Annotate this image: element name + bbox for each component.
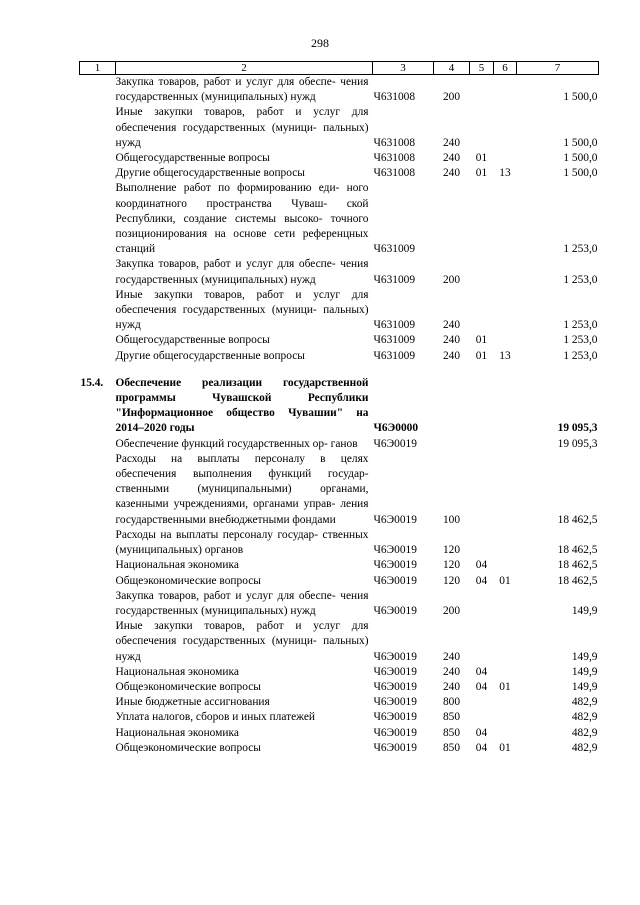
- row-name: Иные закупки товаров, работ и услуг для обеспечения государственных (муници- пальных) нужд: [115, 106, 369, 149]
- row-amount: 1 253,0: [563, 273, 598, 286]
- row-number: [80, 75, 116, 106]
- row-number: [80, 741, 116, 756]
- row-number: [80, 349, 116, 364]
- row-section: 01: [475, 349, 488, 362]
- row-expense-type: 240: [442, 349, 461, 362]
- row-name: Иные закупки товаров, работ и услуг для обеспечения государственных (муници- пальных) нужд: [115, 620, 369, 663]
- row-name: Обеспечение функций государственных ор- ганов: [115, 437, 358, 450]
- table-row: [80, 619, 599, 665]
- row-subsection: [494, 619, 517, 665]
- row-number: [80, 257, 116, 287]
- row-name: Другие общегосударственные вопросы: [115, 349, 305, 362]
- table-row: [80, 665, 599, 680]
- row-section: [470, 619, 494, 665]
- table-row: [80, 349, 599, 364]
- table-row: [80, 105, 599, 151]
- row-subsection: [494, 333, 517, 348]
- row-section: [470, 181, 494, 257]
- table-row: [80, 75, 599, 106]
- row-section: [470, 437, 494, 452]
- row-section: [470, 710, 494, 725]
- row-expense-type: 120: [442, 544, 461, 557]
- row-subsection: [494, 726, 517, 741]
- table-body: [80, 75, 599, 756]
- header-cell-5: 5: [470, 62, 494, 75]
- row-section: [470, 105, 494, 151]
- row-subsection: 01: [499, 574, 511, 587]
- row-name: Иные закупки товаров, работ и услуг для обеспечения государственных (муници- пальных) нужд: [115, 288, 369, 332]
- row-expense-type: 120: [442, 559, 461, 572]
- row-subsection: [494, 665, 517, 680]
- row-section: 04: [475, 574, 488, 587]
- row-section: 04: [475, 726, 488, 739]
- row-amount: 149,9: [571, 680, 598, 693]
- header-row: [80, 62, 599, 75]
- row-code: Ч6Э0019: [373, 711, 417, 724]
- header-cell-6: 6: [494, 62, 517, 75]
- row-section: 04: [475, 665, 488, 678]
- row-subsection: [494, 105, 517, 151]
- row-subsection: [494, 288, 517, 334]
- row-name: Национальная экономика: [115, 726, 239, 739]
- table-row: [80, 726, 599, 741]
- row-code: Ч6Э0019: [373, 741, 417, 754]
- row-code: Ч631009: [373, 319, 416, 332]
- row-amount: 149,9: [571, 665, 598, 678]
- row-code: Ч6Э0019: [373, 604, 417, 617]
- row-number: [80, 181, 116, 257]
- row-expense-type: 200: [442, 604, 461, 617]
- row-name: Национальная экономика: [115, 559, 239, 572]
- row-number: [80, 105, 116, 151]
- row-expense-type: 800: [442, 696, 461, 709]
- table-row: [80, 528, 599, 558]
- row-code: Ч631009: [373, 273, 416, 286]
- row-number: [80, 680, 116, 695]
- row-expense-type: 850: [442, 741, 461, 754]
- row-expense-type: 240: [442, 665, 461, 678]
- row-section: [470, 528, 494, 558]
- row-code: Ч631008: [373, 152, 416, 165]
- row-number: [80, 574, 116, 589]
- row-number: [80, 726, 116, 741]
- row-amount: 482,9: [571, 726, 598, 739]
- row-number: 15.4.: [80, 376, 104, 389]
- row-section: 01: [475, 152, 488, 165]
- row-amount: 1 253,0: [563, 334, 598, 347]
- row-number: [80, 695, 116, 710]
- row-name: Выполнение работ по формированию еди- ного координатного пространства Чуваш- ской Республики, создание системы высоко- точного позиционирования на основе сети референцных станций: [115, 182, 369, 256]
- row-section: 01: [475, 167, 488, 180]
- table-row: [80, 710, 599, 725]
- row-amount: 149,9: [571, 604, 598, 617]
- row-subsection: [494, 151, 517, 166]
- row-name: Общеэкономические вопросы: [115, 741, 261, 754]
- row-subsection: [494, 528, 517, 558]
- row-number: [80, 288, 116, 334]
- row-subsection: [494, 376, 517, 437]
- row-amount: 482,9: [571, 741, 598, 754]
- row-name: Другие общегосударственные вопросы: [115, 167, 305, 180]
- row-subsection: [494, 437, 517, 452]
- row-name: Общегосударственные вопросы: [115, 334, 270, 347]
- row-number: [80, 333, 116, 348]
- row-amount: 1 500,0: [563, 152, 598, 165]
- row-code: Ч6Э0019: [373, 544, 417, 557]
- table-row: [80, 376, 599, 437]
- row-expense-type: 850: [442, 726, 461, 739]
- row-expense-type: 200: [442, 273, 461, 286]
- row-number: [80, 558, 116, 573]
- table-row: [80, 333, 599, 348]
- row-expense-type: 240: [442, 680, 461, 693]
- row-name: Обеспечение реализации государственной программы Чувашской Республики "Информационное общество Чувашии" на 2014–2020 годы: [115, 376, 369, 435]
- header-cell-4: 4: [434, 62, 470, 75]
- row-name: Закупка товаров, работ и услуг для обеспе- чения государственных (муниципальных) нужд: [115, 76, 369, 104]
- row-code: Ч631008: [373, 91, 416, 104]
- row-number: [80, 452, 116, 528]
- row-amount: 149,9: [571, 650, 598, 663]
- row-subsection: [494, 181, 517, 257]
- row-subsection: 13: [499, 167, 511, 180]
- row-number: [80, 710, 116, 725]
- row-expense-type: 240: [442, 152, 461, 165]
- row-name: Закупка товаров, работ и услуг для обеспе- чения государственных (муниципальных) нужд: [115, 589, 369, 617]
- row-code: Ч6Э0019: [373, 574, 417, 587]
- row-code: Ч631009: [373, 243, 416, 256]
- table-row: [80, 589, 599, 619]
- row-number: [80, 665, 116, 680]
- row-amount: 1 500,0: [563, 91, 598, 104]
- row-expense-type: 240: [442, 650, 461, 663]
- header-cell-3: 3: [373, 62, 434, 75]
- row-code: Ч631009: [373, 334, 416, 347]
- row-number: [80, 166, 116, 181]
- row-code: Ч6Э0019: [373, 726, 417, 739]
- row-amount: 1 500,0: [563, 167, 598, 180]
- row-subsection: [494, 257, 517, 287]
- row-amount: 482,9: [571, 711, 598, 724]
- row-section: 01: [475, 334, 488, 347]
- row-subsection: 13: [499, 349, 511, 362]
- table-row: [80, 166, 599, 181]
- row-expense-type: [434, 181, 470, 257]
- row-subsection: [494, 75, 517, 106]
- row-number: [80, 437, 116, 452]
- table-row: [80, 437, 599, 452]
- row-amount: 18 462,5: [557, 574, 598, 587]
- row-code: Ч6Э0019: [373, 680, 417, 693]
- row-name: Закупка товаров, работ и услуг для обеспе- чения государственных (муниципальных) нужд: [115, 258, 369, 286]
- row-amount: 482,9: [571, 696, 598, 709]
- row-code: Ч6Э0019: [373, 559, 417, 572]
- row-expense-type: 850: [442, 711, 461, 724]
- row-expense-type: 120: [442, 574, 461, 587]
- row-name: Общеэкономические вопросы: [115, 574, 261, 587]
- row-number: [80, 619, 116, 665]
- row-section: [470, 257, 494, 287]
- row-code: Ч631008: [373, 167, 416, 180]
- row-section: [470, 452, 494, 528]
- row-amount: 18 462,5: [557, 559, 598, 572]
- row-expense-type: 240: [442, 136, 461, 149]
- row-code: Ч6Э0000: [373, 422, 419, 435]
- row-subsection: 01: [499, 680, 511, 693]
- row-expense-type: [434, 437, 470, 452]
- row-section: 04: [475, 741, 488, 754]
- row-section: [470, 288, 494, 334]
- row-section: [470, 589, 494, 619]
- row-number: [80, 589, 116, 619]
- row-subsection: [494, 589, 517, 619]
- row-amount: 19 095,3: [557, 437, 598, 450]
- table-row: [80, 558, 599, 573]
- row-number: [80, 528, 116, 558]
- table-row: [80, 151, 599, 166]
- row-section: [470, 75, 494, 106]
- row-section: 04: [475, 680, 488, 693]
- table-row: [80, 257, 599, 287]
- row-amount: 19 095,3: [557, 422, 598, 435]
- row-name: Национальная экономика: [115, 665, 239, 678]
- row-name: Общегосударственные вопросы: [115, 152, 270, 165]
- row-amount: 1 500,0: [563, 136, 598, 149]
- row-subsection: [494, 452, 517, 528]
- row-expense-type: 240: [442, 167, 461, 180]
- row-name: Иные бюджетные ассигнования: [115, 696, 270, 709]
- row-expense-type: 200: [442, 91, 461, 104]
- budget-table: [79, 61, 599, 756]
- header-cell-2: 2: [116, 62, 373, 75]
- row-code: Ч6Э0019: [373, 513, 417, 526]
- page-number: 298: [311, 36, 329, 50]
- row-name: Общеэкономические вопросы: [115, 680, 261, 693]
- header-cell-1: 1: [80, 62, 116, 75]
- row-code: Ч6Э0019: [373, 696, 417, 709]
- table-row: [80, 452, 599, 528]
- row-subsection: 01: [499, 741, 511, 754]
- row-section: 04: [475, 559, 488, 572]
- section-spacer: [80, 364, 599, 376]
- table-row: [80, 181, 599, 257]
- row-code: Ч6Э0019: [373, 437, 417, 450]
- table-row: [80, 680, 599, 695]
- row-code: Ч6Э0019: [373, 665, 417, 678]
- row-subsection: [494, 695, 517, 710]
- row-amount: 1 253,0: [563, 319, 598, 332]
- table-row: [80, 288, 599, 334]
- row-subsection: [494, 710, 517, 725]
- row-expense-type: 100: [442, 513, 461, 526]
- row-code: Ч631009: [373, 349, 416, 362]
- row-amount: 18 462,5: [557, 544, 598, 557]
- header-cell-7: 7: [517, 62, 599, 75]
- row-expense-type: 240: [442, 319, 461, 332]
- row-expense-type: [434, 376, 470, 437]
- row-code: Ч631008: [373, 136, 416, 149]
- row-number: [80, 151, 116, 166]
- row-subsection: [494, 558, 517, 573]
- row-code: Ч6Э0019: [373, 650, 417, 663]
- row-amount: 18 462,5: [557, 513, 598, 526]
- table-row: [80, 574, 599, 589]
- table-row: [80, 695, 599, 710]
- row-section: [470, 695, 494, 710]
- row-section: [470, 376, 494, 437]
- table-row: [80, 741, 599, 756]
- row-amount: 1 253,0: [563, 243, 598, 256]
- row-amount: 1 253,0: [563, 349, 598, 362]
- row-name: Расходы на выплаты персоналу в целях обеспечения выполнения функций государ- ственными (муниципальными) органами, казенными учреждениями, органами управ- ления государственными внебюджетными фондами: [115, 452, 369, 526]
- row-name: Уплата налогов, сборов и иных платежей: [115, 711, 315, 724]
- row-expense-type: 240: [442, 334, 461, 347]
- row-name: Расходы на выплаты персоналу государ- ственных (муниципальных) органов: [115, 528, 369, 557]
